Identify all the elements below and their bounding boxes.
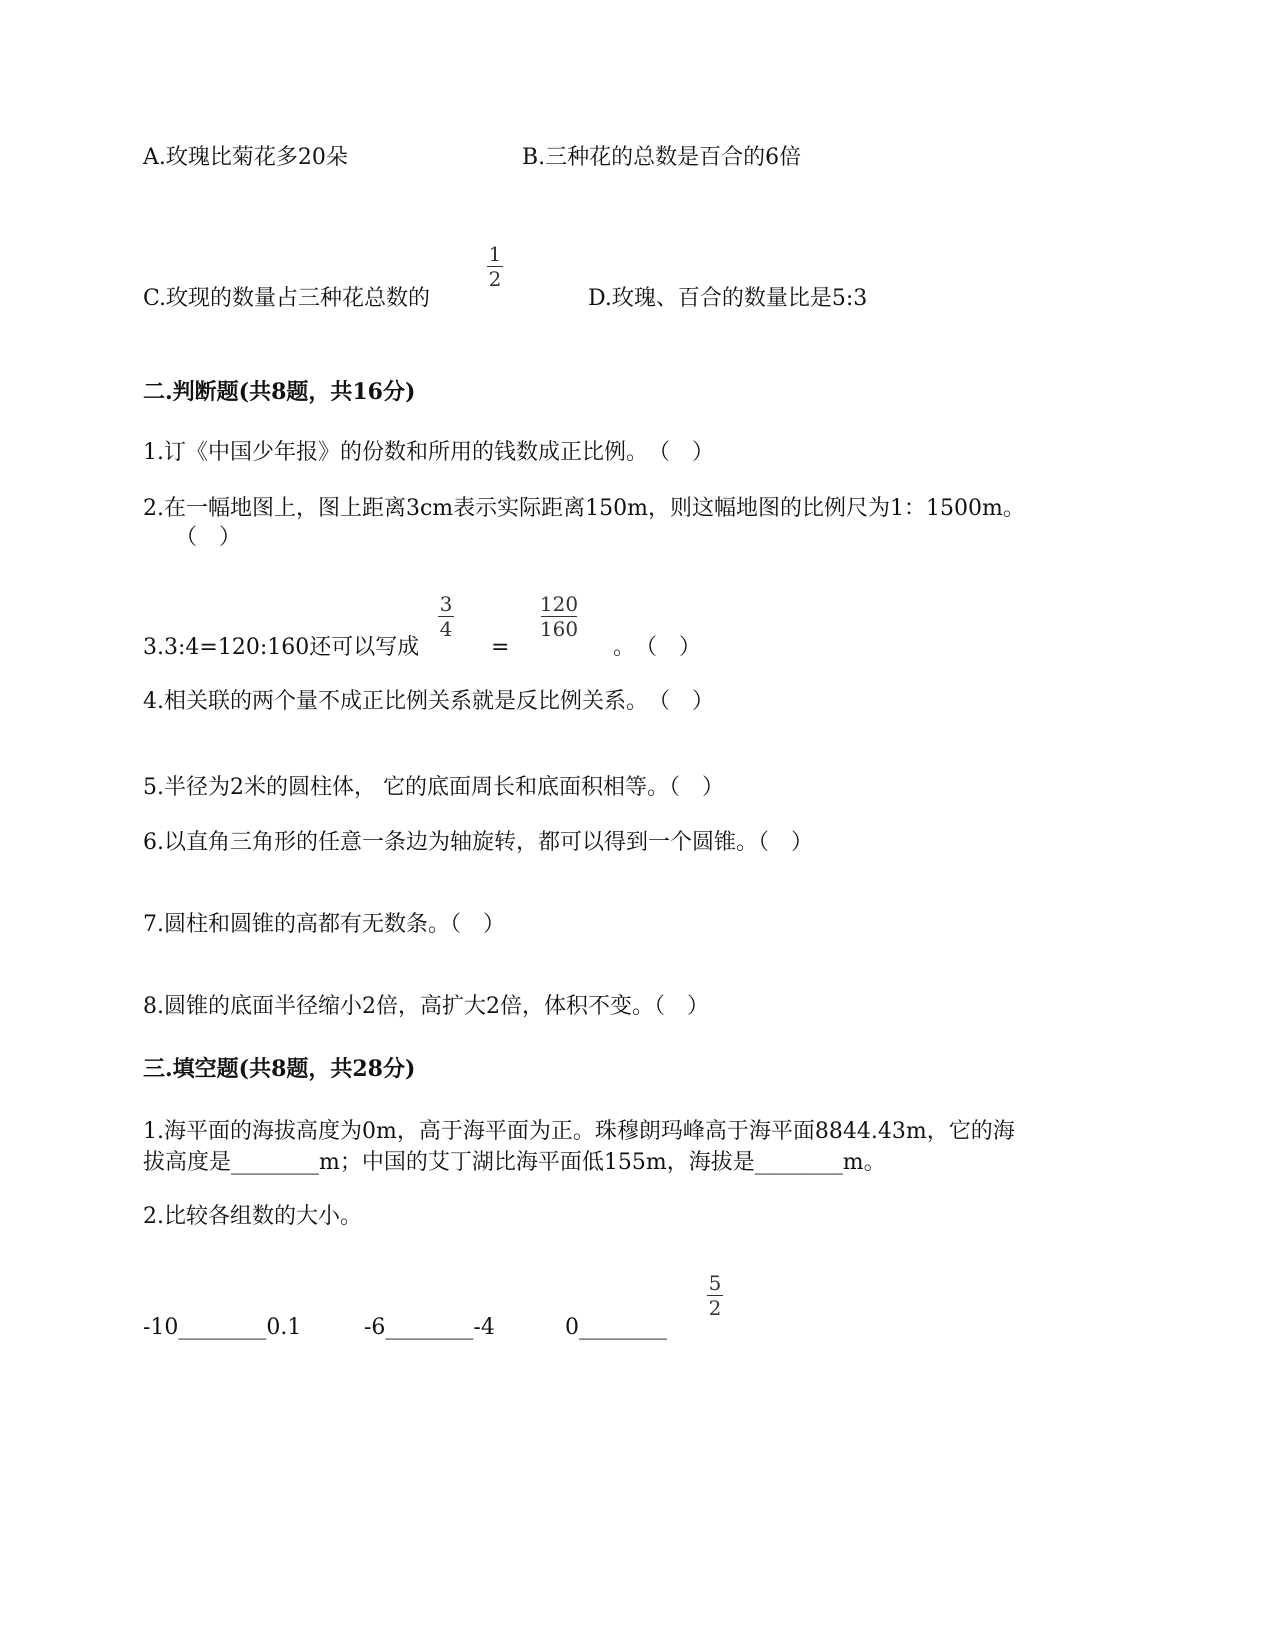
fraction-numerator: 120 [539,592,579,616]
compare-item-2: -6________-4 [364,1315,495,1340]
fraction-numerator: 3 [439,592,453,616]
fraction-denominator: 2 [708,1296,722,1320]
judgement-q2-line2: （ ） [175,525,242,550]
judgement-q3-tail: 。 （ ） [613,635,702,660]
fill-q2: 2.比较各组数的大小。 [143,1204,362,1229]
fill-q1-line1: 1.海平面的海拔高度为0m，高于海平面为正。珠穆朗玛峰高于海平面8844.43m，它的海 [143,1119,1015,1144]
judgement-q3-fraction-left [426,594,466,639]
section-title-fill-in: 三.填空题(共8题，共28分) [143,1056,416,1082]
judgement-q6: 6.以直角三角形的任意一条边为轴旋转，都可以得到一个圆锥。（ ） [143,830,813,855]
judgement-q2-line1: 2.在一幅地图上，图上距离3cm表示实际距离150m，则这幅地图的比例尺为1：1500m。 [143,496,1025,521]
option-c-fraction [475,244,515,289]
option-d: D.玫瑰、百合的数量比是5:3 [588,286,868,311]
section-title-judgement: 二.判断题(共8题，共16分) [143,379,416,405]
fraction-denominator: 4 [439,617,453,641]
judgement-q4: 4.相关联的两个量不成正比例关系就是反比例关系。 （ ） [143,689,714,714]
judgement-q3-text: 3.3:4=120:160还可以写成 [143,635,420,660]
judgement-q5: 5.半径为2米的圆柱体， 它的底面周长和底面积相等。（ ） [143,775,724,800]
judgement-q3-equals: = [491,635,510,660]
fraction-denominator: 2 [488,267,502,291]
compare-item-3: 0________ [565,1315,667,1340]
compare-item-3-fraction [695,1273,735,1318]
fill-q1-line2: 拔高度是________m；中国的艾丁湖比海平面低155m，海拔是________m。 [143,1150,886,1175]
judgement-q1: 1.订《中国少年报》的份数和所用的钱数成正比例。 （ ） [143,440,714,465]
fraction-numerator: 5 [708,1271,722,1295]
option-b: B.三种花的总数是百合的6倍 [522,145,802,170]
judgement-q7: 7.圆柱和圆锥的高都有无数条。（ ） [143,912,505,937]
fraction-numerator: 1 [488,242,502,266]
compare-item-1: -10________0.1 [143,1315,302,1340]
fraction-denominator: 160 [539,617,579,641]
judgement-q3-fraction-right [539,594,579,639]
option-a: A.玫瑰比菊花多20朵 [143,145,348,170]
judgement-q8: 8.圆锥的底面半径缩小2倍，高扩大2倍，体积不变。（ ） [143,994,709,1019]
option-c: C.玫现的数量占三种花总数的 [143,286,431,311]
